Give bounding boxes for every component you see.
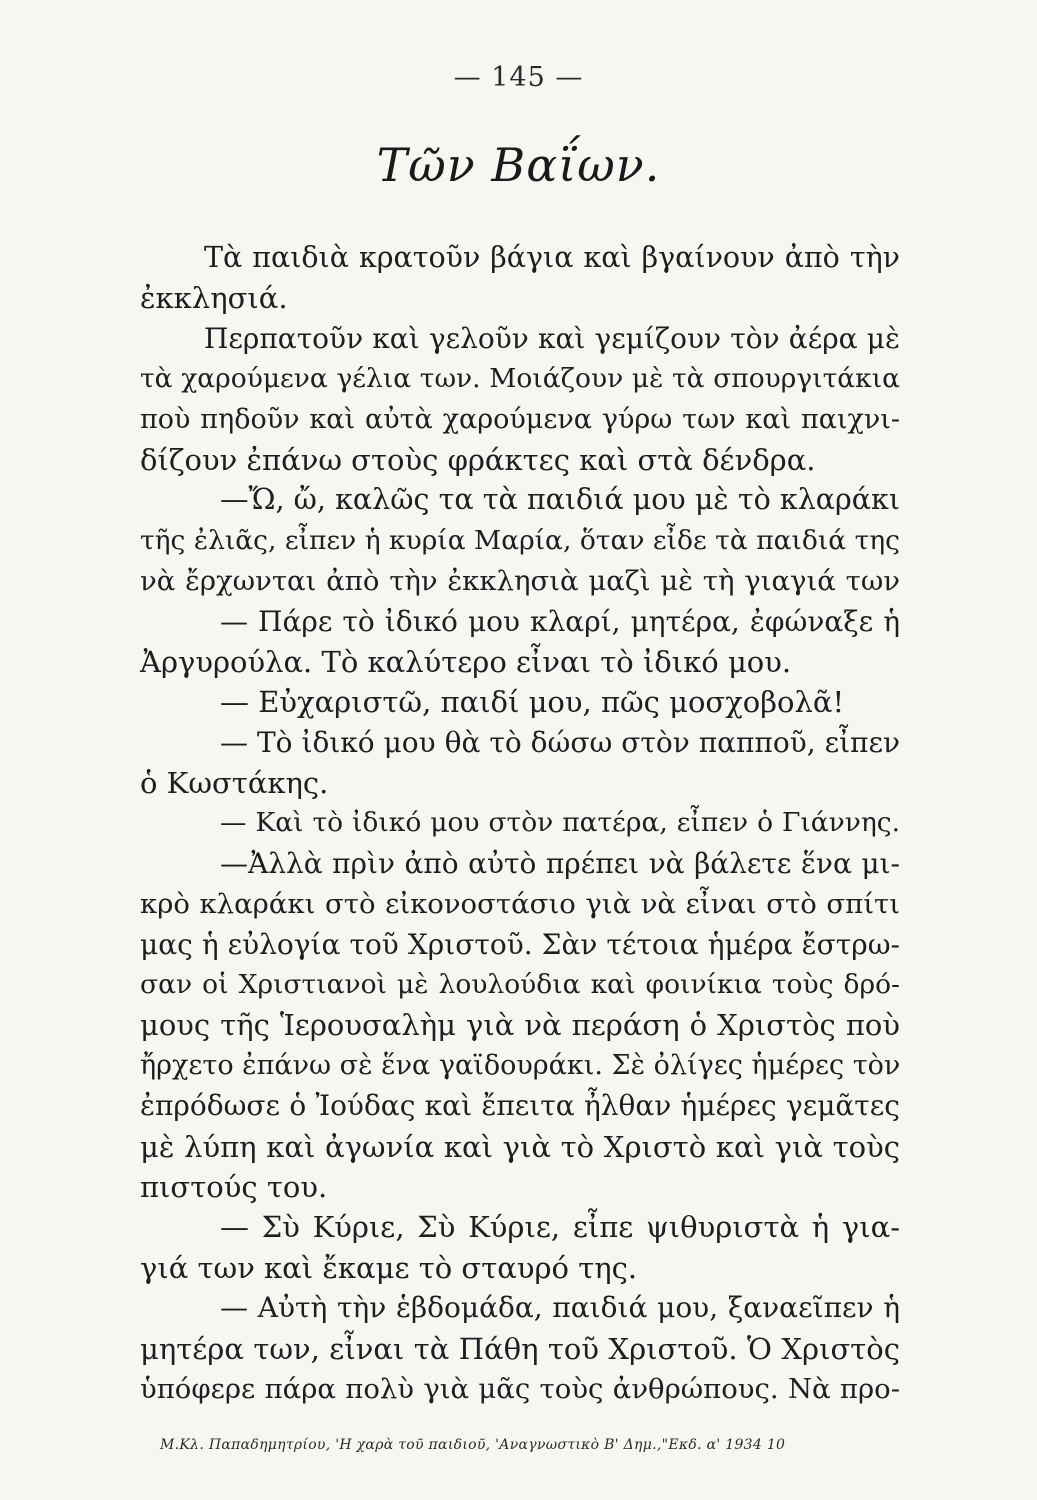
text-line: ποὺ πηδοῦν καὶ αὐτὰ χαρούμενα γύρω των καὶ παιχνι- bbox=[140, 403, 900, 435]
body-text bbox=[140, 238, 900, 1409]
text-line: Ἀργυρούλα. Τὸ καλύτερο εἶναι τὸ ἰδικό μου. bbox=[140, 644, 792, 679]
text-line: μους τῆς Ἱερουσαλὴμ γιὰ νὰ περάση ὁ Χριστὸς ποὺ bbox=[140, 1008, 900, 1043]
text-line: ἤρχετο ἐπάνω σὲ ἕνα γαϊδουράκι. Σὲ ὀλίγες ἡμέρες τὸν bbox=[140, 1049, 901, 1081]
text-line: Τὰ παιδιὰ κρατοῦν βάγια καὶ βγαίνουν ἀπὸ τὴν bbox=[204, 241, 900, 274]
text-line: ὁ Κωστάκης. bbox=[140, 766, 329, 801]
text-line: δίζουν ἐπάνω στοὺς φράκτες καὶ στὰ δένδρα. bbox=[140, 442, 816, 477]
text-line: — Σὺ Κύριε, Σὺ Κύριε, εἶπε ψιθυριστὰ ἡ για- bbox=[220, 1210, 900, 1245]
text-line: — Τὸ ἰδικό μου θὰ τὸ δώσω στὸν παπποῦ, εἶπεν bbox=[220, 725, 900, 759]
text-line: τῆς ἐλιᾶς, εἶπεν ἡ κυρία Μαρία, ὅταν εἶδε τὰ παιδιά της bbox=[140, 524, 900, 556]
text-line: νὰ ἔρχωνται ἀπὸ τὴν ἐκκλησιὰ μαζὶ μὲ τὴ γιαγιά των bbox=[140, 565, 900, 598]
text-line: — Αὐτὴ τὴν ἑβδομάδα, παιδιά μου, ξαναεῖπεν ἡ bbox=[220, 1291, 900, 1325]
text-line: ἐπρόδωσε ὁ Ἰούδας καὶ ἔπειτα ἦλθαν ἡμέρες γεμᾶτες bbox=[140, 1089, 900, 1123]
text-line: ὑπόφερε πάρα πολὺ γιὰ μᾶς τοὺς ἀνθρώπους. Νὰ προ- bbox=[140, 1372, 900, 1405]
text-line: μητέρα των, εἶναι τὰ Πάθη τοῦ Χριστοῦ. Ὁ Χριστὸς bbox=[140, 1331, 900, 1366]
text-line: σαν οἱ Χριστιανοὶ μὲ λουλούδια καὶ φοινίκια τοὺς δρό- bbox=[140, 969, 900, 1001]
text-line: — Καὶ τὸ ἰδικό μου στὸν πατέρα, εἶπεν ὁ Γιάννης. bbox=[220, 807, 900, 839]
text-line: κρὸ κλαράκι στὸ εἰκονοστάσιο γιὰ νὰ εἶναι στὸ σπίτι bbox=[140, 888, 900, 921]
text-line: —Ἀλλὰ πρὶν ἀπὸ αὐτὸ πρέπει νὰ βάλετε ἕνα μι- bbox=[220, 846, 900, 880]
text-line: — Πάρε τὸ ἰδικό μου κλαρί, μητέρα, ἐφώναξε ἡ bbox=[220, 604, 900, 638]
text-line: — Εὐχαριστῶ, παιδί μου, πῶς μοσχοβολᾶ! bbox=[220, 685, 845, 720]
text-line: τὰ χαρούμενα γέλια των. Μοιάζουν μὲ τὰ σπουργιτάκια bbox=[140, 363, 900, 395]
text-line: ἐκκλησιά. bbox=[140, 281, 288, 316]
footer-citation: Μ.Κλ. Παπαδημητρίου, 'Η χαρὰ τοῦ παιδιοῦ, 'Αναγνωστικὸ Β' Δημ.,"Εκδ. α' 1934 10 bbox=[160, 1437, 786, 1453]
page-number: — 145 — bbox=[453, 62, 584, 93]
text-line: πιστούς του. bbox=[140, 1169, 328, 1204]
chapter-title: Τῶν Βαΐων. bbox=[376, 138, 661, 192]
text-line: Περπατοῦν καὶ γελοῦν καὶ γεμίζουν τὸν ἀέρα μὲ bbox=[204, 321, 900, 355]
text-line: γιά των καὶ ἔκαμε τὸ σταυρό της. bbox=[140, 1250, 638, 1285]
text-line: μὲ λύπη καὶ ἀγωνία καὶ γιὰ τὸ Χριστὸ καὶ γιὰ τοὺς bbox=[140, 1129, 900, 1164]
text-line: μας ἡ εὐλογία τοῦ Χριστοῦ. Σὰν τέτοια ἡμέρα ἔστρω- bbox=[140, 927, 900, 961]
text-line: —Ὤ, ὤ, καλῶς τα τὰ παιδιά μου μὲ τὸ κλαράκι bbox=[220, 483, 900, 517]
